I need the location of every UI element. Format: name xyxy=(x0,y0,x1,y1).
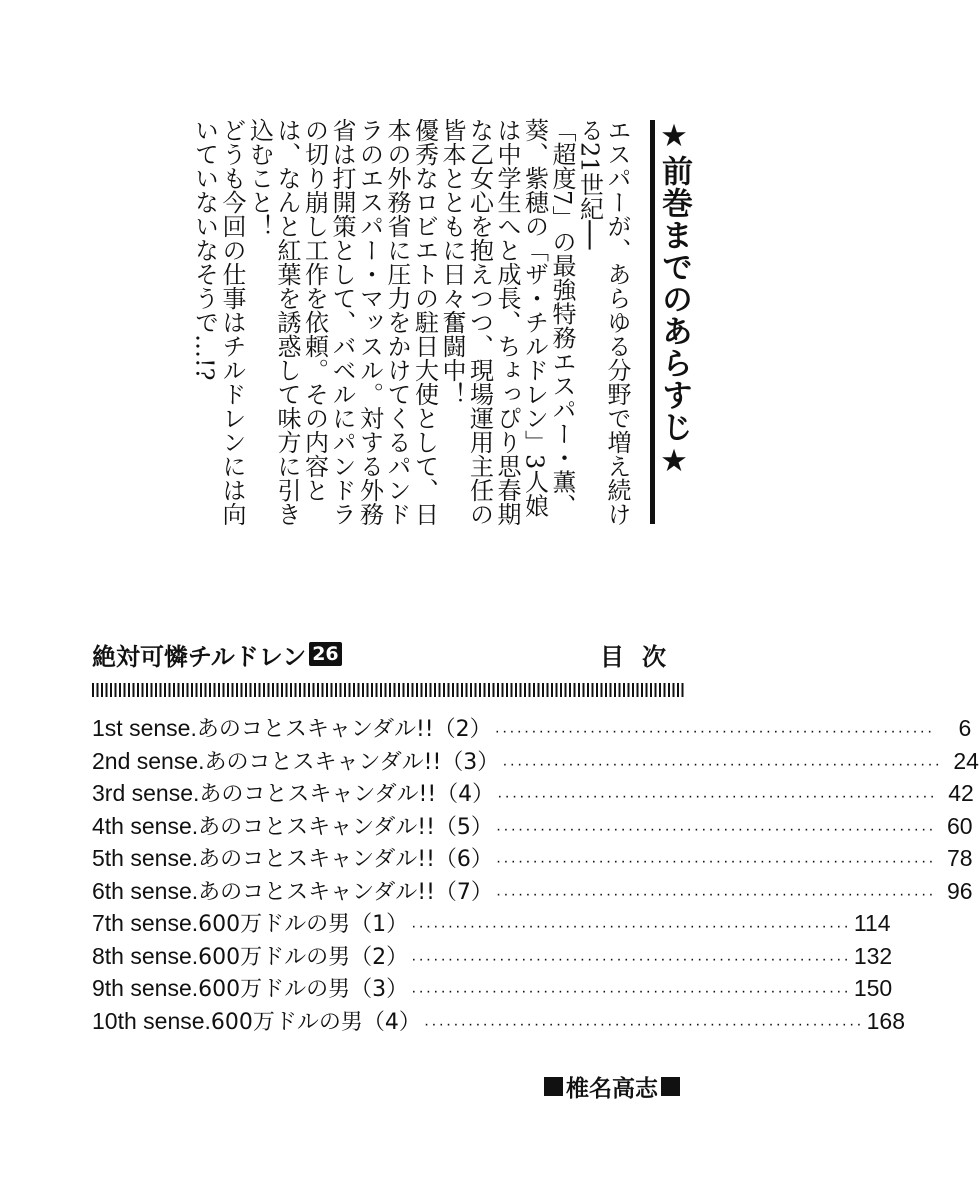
toc-entry-number: 1st sense. xyxy=(92,715,197,741)
toc-leader-dots: ···························································· xyxy=(495,820,936,838)
toc-entry-title: あのコとスキャンダル!!（5） xyxy=(198,814,493,840)
toc-entry-page: 24 xyxy=(953,747,979,774)
toc-leader-dots: ···························································· xyxy=(494,723,935,740)
volume-badge: 26 xyxy=(309,642,341,666)
synopsis-body xyxy=(190,118,630,528)
book-title-text: 絶対可憐チルドレン xyxy=(92,642,307,671)
synopsis-paragraph: エスパーが、あらゆる分野で増え続ける21世紀── xyxy=(575,118,631,526)
toc-entry-title: あのコとスキャンダル!!（6） xyxy=(198,847,493,872)
toc-entry-page: 96 xyxy=(947,877,973,904)
synopsis-paragraph: 「超度7」の最強特務エスパー・薫、葵、紫穂の「ザ・チルドレン」3人娘は中学生へと成長、ちょっぴり思春期な乙女心を抱えつつ、現場運用主任の皆本とともに日々奮闘中！ xyxy=(438,118,576,526)
toc-entry-page: 60 xyxy=(947,812,973,839)
toc-leader-dots: ···························································· xyxy=(411,950,851,968)
synopsis-paragraph: 優秀なロビエトの駐日大使として、日本の外務省に圧力をかけてくるパンドラのエスパー・マッスル。対する外務省は打開策として、バベルにパンドラの切り崩し工作を依頼。その内容とは、なんと紅葉を誘惑して味方に引き込むこと！ xyxy=(245,118,439,526)
toc-entry-page: 114 xyxy=(853,910,891,936)
toc-entry-page: 150 xyxy=(853,975,893,1001)
book-title xyxy=(92,637,342,672)
toc-entry-number: 5th sense. xyxy=(92,845,199,871)
toc-entry xyxy=(92,1005,905,1038)
toc-entry-page: 132 xyxy=(853,942,893,969)
hatched-divider xyxy=(92,683,684,697)
toc-entry-title: あのコとスキャンダル!!（4） xyxy=(199,782,495,807)
toc-entry xyxy=(92,810,973,843)
toc-entry xyxy=(92,745,979,778)
author-credit xyxy=(541,1070,683,1103)
toc-entry xyxy=(92,777,974,810)
toc-entry xyxy=(92,940,893,973)
toc-entry xyxy=(92,712,972,745)
toc-entry-number: 7th sense. xyxy=(92,910,199,936)
toc-entry-number: 4th sense. xyxy=(92,812,199,839)
toc-entry-number: 6th sense. xyxy=(92,877,199,904)
toc-entry-page: 78 xyxy=(947,845,973,871)
toc-entry xyxy=(92,972,893,1005)
toc-entry-number: 8th sense. xyxy=(92,942,199,969)
toc-entry-number: 10th sense. xyxy=(92,1007,211,1034)
black-square-icon xyxy=(544,1077,563,1096)
toc-leader-dots: ···························································· xyxy=(502,755,942,773)
toc-list xyxy=(92,712,979,1037)
toc-entry-title: 600万ドルの男（3） xyxy=(198,977,409,1002)
toc-leader-dots: ···························································· xyxy=(423,1015,864,1033)
toc-leader-dots: ···························································· xyxy=(411,918,851,935)
toc-entry xyxy=(92,907,891,940)
toc-leader-dots: ···························································· xyxy=(495,885,936,903)
toc-entry xyxy=(92,842,973,875)
toc-entry-title: 600万ドルの男（2） xyxy=(198,944,409,970)
toc-entry xyxy=(92,875,973,908)
toc-entry-title: あのコとスキャンダル!!（3） xyxy=(204,749,500,775)
toc-leader-dots: ···························································· xyxy=(411,983,851,1000)
toc-leader-dots: ···························································· xyxy=(497,788,937,805)
toc-entry-title: あのコとスキャンダル!!（7） xyxy=(198,879,493,905)
toc-entry-title: 600万ドルの男（1） xyxy=(198,912,409,937)
toc-entry-page: 6 xyxy=(958,715,972,741)
toc-entry-title: 600万ドルの男（4） xyxy=(210,1009,421,1035)
black-square-icon xyxy=(661,1077,680,1096)
toc-entry-number: 3rd sense. xyxy=(92,780,200,806)
toc-entry-number: 9th sense. xyxy=(92,975,199,1001)
toc-entry-page: 42 xyxy=(948,780,974,806)
toc-entry-number: 2nd sense. xyxy=(92,747,205,774)
author-name: 椎名高志 xyxy=(566,1076,658,1102)
toc-leader-dots: ···························································· xyxy=(495,853,936,870)
toc-entry-page: 168 xyxy=(866,1007,905,1034)
toc-entry-title: あのコとスキャンダル!!（2） xyxy=(196,717,492,742)
synopsis-heading: ★前巻までのあらすじ★ xyxy=(656,118,692,480)
toc-header xyxy=(92,636,684,672)
synopsis-section xyxy=(109,118,709,538)
synopsis-paragraph: どうも今回の仕事はチルドレンには向いていないなそうで…!? xyxy=(190,118,246,526)
toc-label: 目次 xyxy=(600,642,684,671)
